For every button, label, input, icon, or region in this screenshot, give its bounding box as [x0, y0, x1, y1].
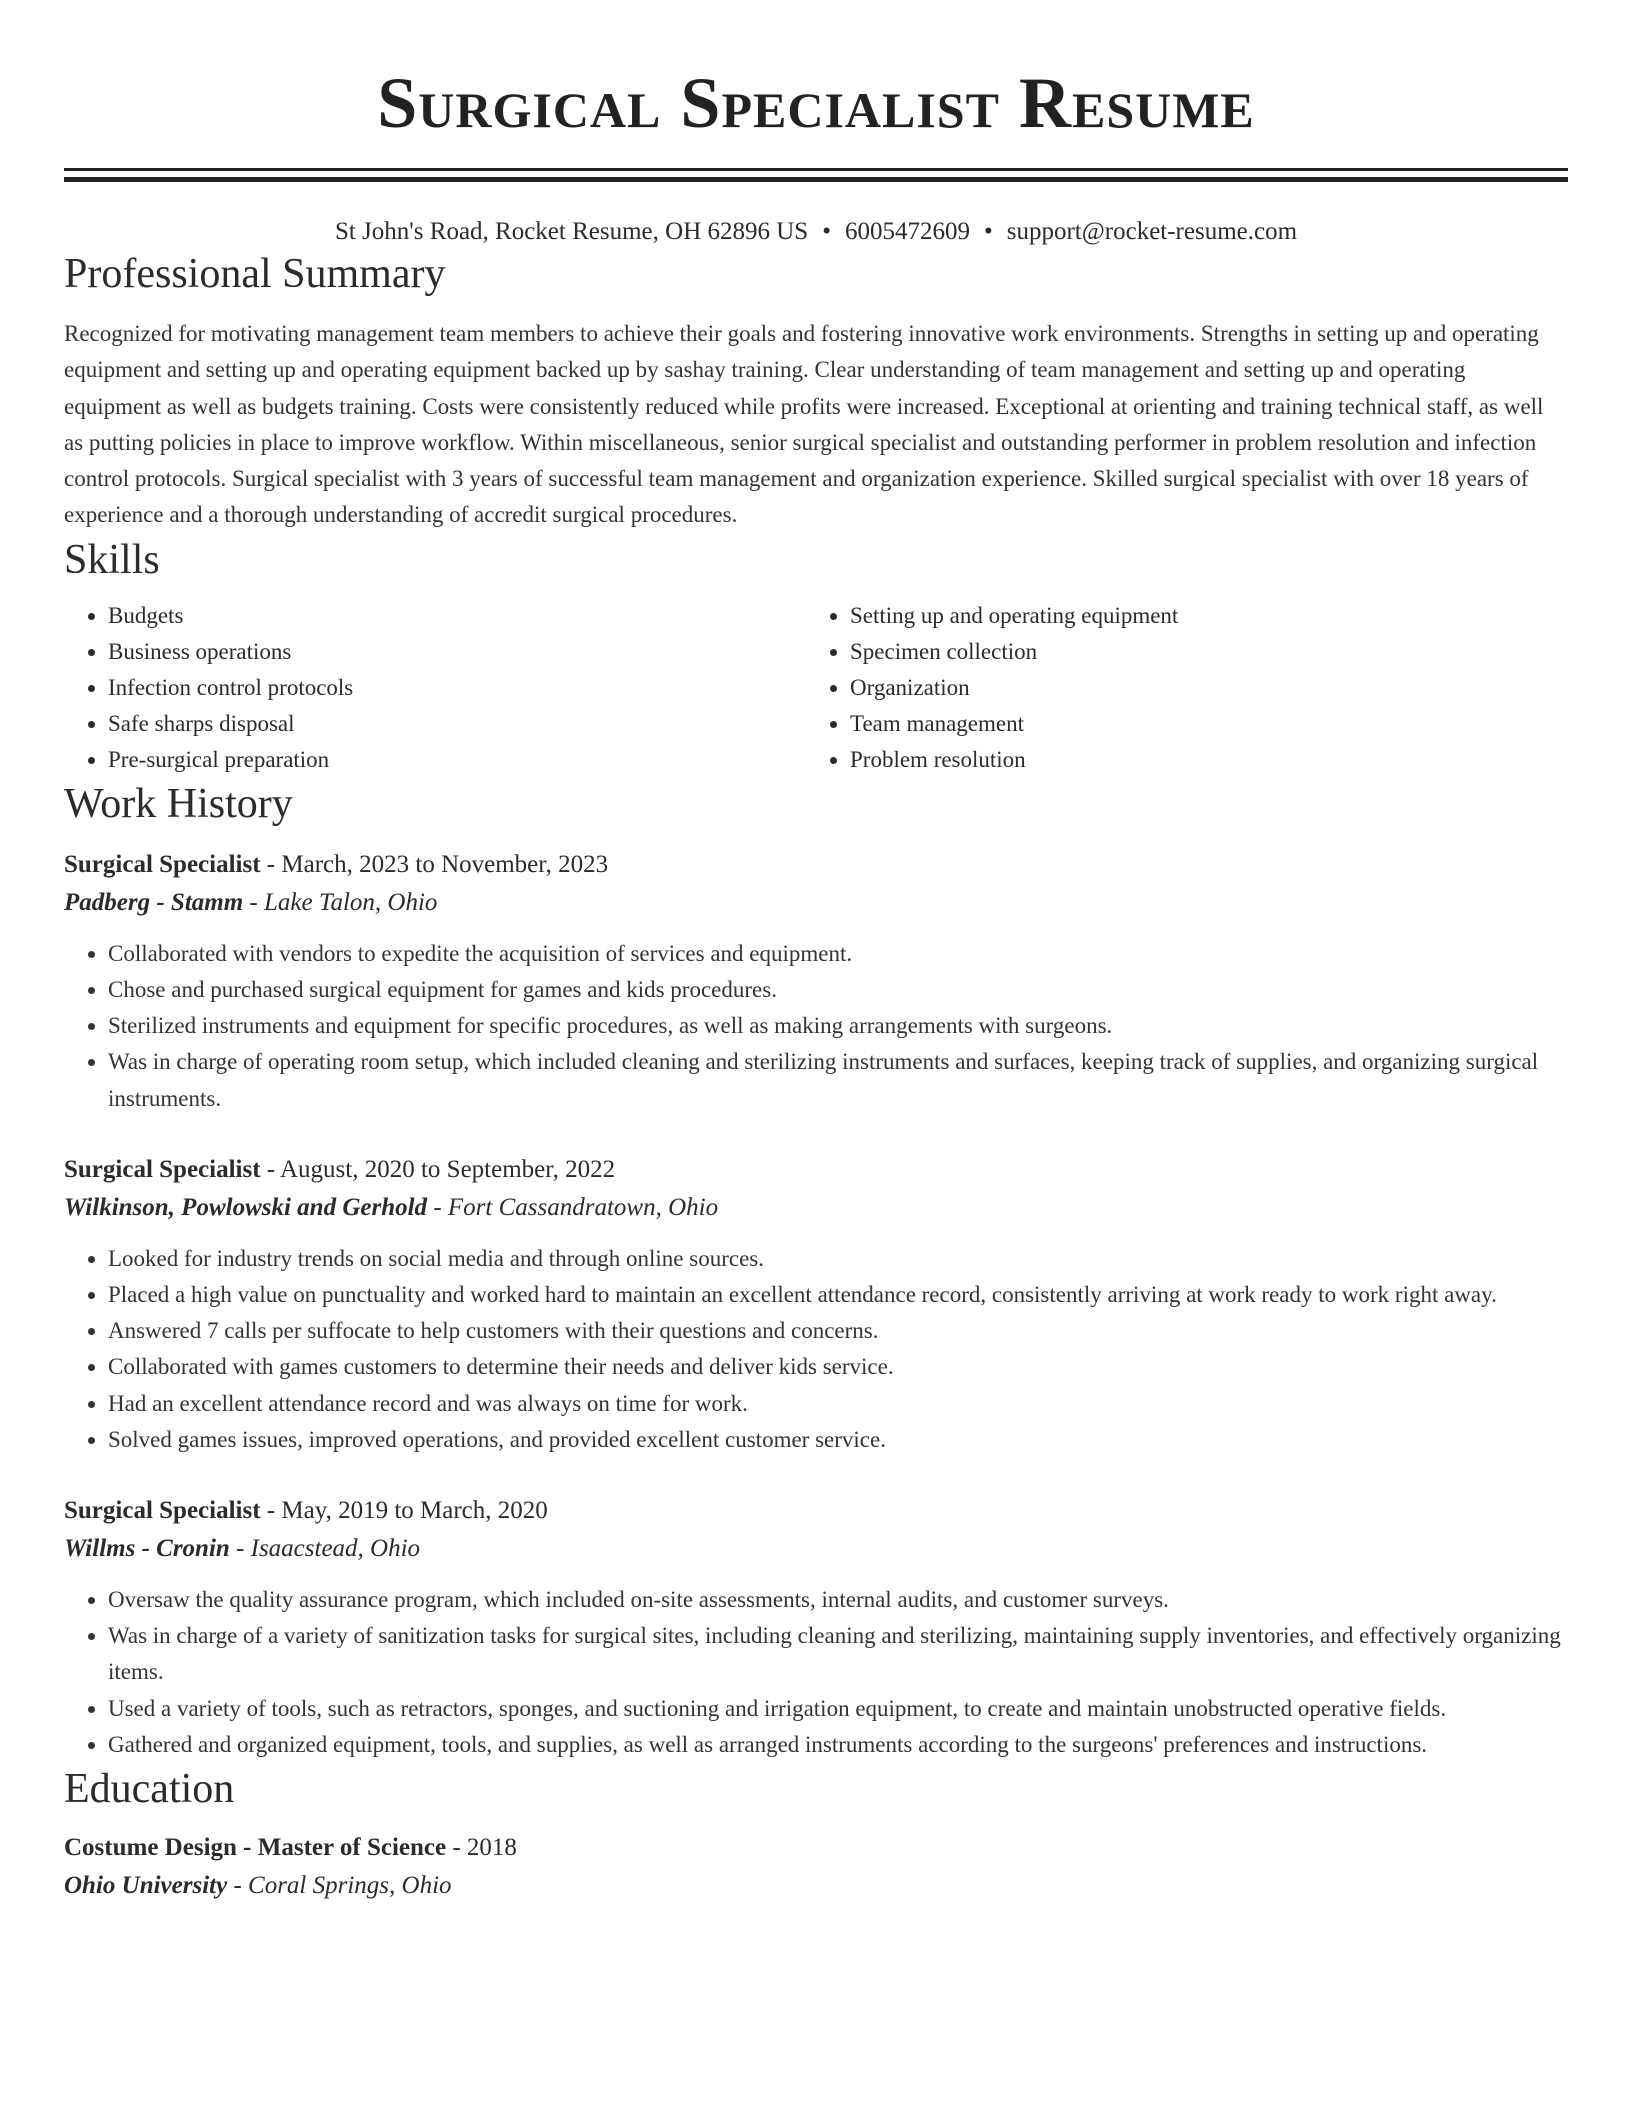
- contact-phone: 6005472609: [844, 218, 970, 245]
- job-bullet: • Collaborated with games customers to determine their needs and deliver kids service.: [108, 1349, 1568, 1385]
- job-location: Isaacstead, Ohio: [250, 1535, 421, 1563]
- education-location: Coral Springs, Ohio: [248, 1872, 452, 1900]
- job-title-line: [64, 846, 1568, 884]
- job-entry: [64, 1492, 1568, 1763]
- title-rule-top: [64, 168, 1568, 171]
- skill-item: • Organization: [850, 670, 1548, 706]
- job-bullet: • Had an excellent attendance record and was always on time for work.: [108, 1386, 1568, 1422]
- job-bullet: • Answered 7 calls per suffocate to help customers with their questions and concerns.: [108, 1313, 1568, 1349]
- job-bullet: • Used a variety of tools, such as retractors, sponges, and suctioning and irrigation equipment, to create and maintain unobstructed operative fields.: [108, 1691, 1568, 1727]
- education-year: 2018: [466, 1834, 517, 1862]
- job-dates: March, 2023 to November, 2023: [281, 850, 609, 878]
- contact-separator: •: [822, 218, 831, 245]
- job-title: Surgical Specialist: [64, 1497, 261, 1525]
- job-bullet: • Sterilized instruments and equipment for specific procedures, as well as making arrangements with surgeons.: [108, 1008, 1568, 1044]
- job-bullet: • Solved games issues, improved operations, and provided excellent customer service.: [108, 1422, 1568, 1458]
- education-degree: Costume Design - Master of Science: [64, 1834, 447, 1862]
- job-company: Wilkinson, Powlowski and Gerhold: [64, 1193, 428, 1221]
- job-location: Fort Cassandratown, Ohio: [447, 1193, 719, 1221]
- education-dash: -: [446, 1834, 467, 1862]
- education-school: Ohio University: [64, 1872, 228, 1900]
- job-title-line: [64, 1492, 1568, 1530]
- skills-heading: Skills: [64, 536, 160, 583]
- education-heading: Education: [64, 1766, 235, 1813]
- job-bullet: • Gathered and organized equipment, tools, and supplies, as well as arranged instruments according to the surgeons' preferences and instructions.: [108, 1727, 1568, 1763]
- contact-email: support@rocket-resume.com: [1006, 218, 1298, 245]
- job-bullet: • Chose and purchased surgical equipment for games and kids procedures.: [108, 972, 1568, 1008]
- job-location: Lake Talon, Ohio: [264, 888, 438, 916]
- job-bullets: [64, 1241, 1568, 1458]
- skill-item: • Problem resolution: [850, 742, 1548, 778]
- contact-line: [64, 216, 1568, 248]
- work-history-heading: Work History: [64, 780, 293, 827]
- job-bullet: • Looked for industry trends on social media and through online sources.: [108, 1241, 1568, 1277]
- skill-item: • Infection control protocols: [108, 670, 806, 706]
- skill-item: • Pre-surgical preparation: [108, 742, 806, 778]
- skill-item: • Setting up and operating equipment: [850, 598, 1548, 634]
- job-dash: -: [229, 1535, 251, 1563]
- job-title-line: [64, 1151, 1568, 1189]
- skills-column-right: [806, 598, 1548, 778]
- resume-page: [64, 0, 1568, 1905]
- summary-heading: Professional Summary: [64, 251, 446, 297]
- skill-item: • Budgets: [108, 598, 806, 634]
- education-dash: -: [227, 1872, 249, 1900]
- skills-column-left: [64, 598, 806, 778]
- education-entry: [64, 1829, 1568, 1905]
- job-bullet: • Was in charge of operating room setup, which included cleaning and sterilizing instruments and surfaces, keeping track of supplies, and organizing surgical instruments.: [108, 1044, 1568, 1116]
- education-degree-line: [64, 1829, 1568, 1867]
- job-bullets: [64, 1582, 1568, 1763]
- job-entry: [64, 846, 1568, 1117]
- job-dash: -: [427, 1193, 448, 1221]
- skill-item: • Specimen collection: [850, 634, 1548, 670]
- job-company: Padberg - Stamm: [64, 888, 244, 916]
- skills-list: [64, 598, 1568, 778]
- job-company-line: [64, 1530, 1568, 1568]
- education-school-line: [64, 1867, 1568, 1905]
- contact-separator: •: [983, 218, 993, 245]
- job-bullet: • Oversaw the quality assurance program, which included on-site assessments, internal audits, and customer surveys.: [108, 1582, 1568, 1618]
- skill-item: • Safe sharps disposal: [108, 706, 806, 742]
- job-dash: -: [260, 850, 282, 878]
- job-dates: May, 2019 to March, 2020: [281, 1497, 548, 1525]
- job-title: Surgical Specialist: [64, 1155, 261, 1183]
- job-company: Willms - Cronin: [64, 1535, 230, 1563]
- summary-text: Recognized for motivating management team members to achieve their goals and fostering innovative work environments. Strengths in setting up and operating equipment and setting up and operating equipment backed up by sashay training. Clear understanding of team management and setting up and operating equipment as well as budgets training. Costs were consistently reduced while profits were increased. Exceptional at orienting and training technical staff, as well as putting policies in place to improve workflow. Within miscellaneous, senior surgical specialist and outstanding performer in problem resolution and infection control protocols. Surgical specialist with 3 years of successful team management and organization experience. Skilled surgical specialist with over 18 years of experience and a thorough understanding of accredit surgical procedures.: [64, 321, 1544, 528]
- resume-title: Surgical Specialist Resume: [377, 63, 1255, 143]
- contact-address: St John's Road, Rocket Resume, OH 62896 US: [334, 218, 809, 245]
- job-dash: -: [243, 888, 264, 916]
- job-dash: -: [260, 1155, 280, 1183]
- job-entry: [64, 1151, 1568, 1458]
- job-company-line: [64, 1189, 1568, 1227]
- job-title: Surgical Specialist: [64, 850, 261, 878]
- job-company-line: [64, 884, 1568, 922]
- job-bullets: [64, 936, 1568, 1117]
- job-dates: August, 2020 to September, 2022: [280, 1155, 616, 1183]
- job-bullet: • Collaborated with vendors to expedite the acquisition of services and equipment.: [108, 936, 1568, 972]
- skill-item: • Team management: [850, 706, 1548, 742]
- job-bullet: • Placed a high value on punctuality and worked hard to maintain an excellent attendance record, consistently arriving at work ready to work right away.: [108, 1277, 1568, 1313]
- job-dash: -: [260, 1497, 282, 1525]
- skill-item: • Business operations: [108, 634, 806, 670]
- title-rule-bottom: [64, 177, 1568, 182]
- job-bullet: • Was in charge of a variety of sanitization tasks for surgical sites, including cleaning and sterilizing, maintaining supply inventories, and effectively organizing items.: [108, 1618, 1568, 1690]
